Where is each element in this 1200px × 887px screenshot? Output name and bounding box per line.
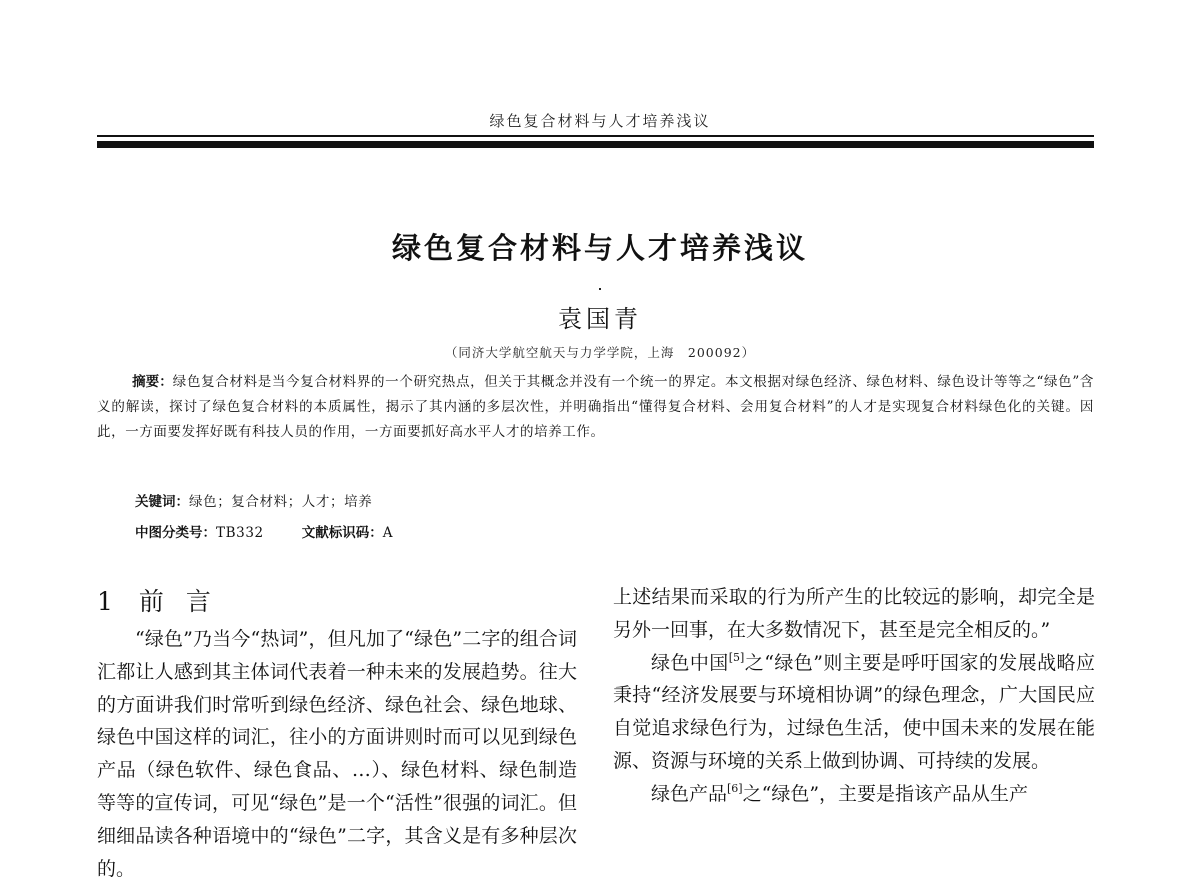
abstract (97, 370, 1094, 445)
right-paragraph-3 (613, 778, 1095, 811)
citation-ref-5: [5] (728, 650, 745, 664)
section-heading (97, 582, 233, 618)
header-rule-thin (97, 135, 1094, 137)
document-code-label: 文献标识码： (301, 525, 383, 541)
green-china-term: 绿色中国 (651, 651, 729, 674)
right-paragraph-2-text: 之“绿色”则主要是呼吁国家的发展战略应秉持“经济发展要与环境相协调”的绿色理念，广大国民应自觉追求绿色行为，过绿色生活，使中国未来的发展在能源、资源与环境的关系上做到协调、可持续的发展。 (613, 651, 1095, 772)
citation-ref-6: [6] (727, 781, 743, 795)
green-product-term: 绿色产品 (651, 782, 728, 805)
paper-title: 绿色复合材料与人才培养浅议 (391, 231, 808, 265)
header-rule-thick (97, 141, 1094, 148)
author-affiliation: （同济大学航空航天与力学学院，上海 200092） (444, 345, 756, 360)
classification-line (135, 521, 393, 541)
keywords-label: 关键词： (135, 494, 189, 510)
keywords-text: 绿色；复合材料；人才；培养 (189, 494, 373, 510)
keywords-line (135, 490, 372, 510)
right-paragraph-2 (613, 647, 1095, 778)
section-title: 前言 (138, 587, 233, 616)
right-paragraph-3-text: 之“绿色”，主要是指该产品从生产 (742, 782, 1029, 805)
right-column (613, 581, 1095, 811)
classification-value: TB332 (216, 525, 264, 541)
intro-paragraph: “绿色”乃当今“热词”，但凡加了“绿色”二字的组合词汇都让人感到其主体词代表着一种未来的发展趋势。往大的方面讲我们时常听到绿色经济、绿色社会、绿色地球、绿色中国这样的词汇，往小的方面讲则时而可以见到绿色产品（绿色软件、绿色食品、…）、绿色材料、绿色制造等等的宣传词，可见“绿色”是一个“活性”很强的词汇。但细细品读各种语境中的“绿色”二字，其含义是有多种层次的。 (97, 628, 577, 880)
document-code-value: A (382, 525, 394, 541)
right-paragraph-1: 上述结果而采取的行为所产生的比较远的影响，却完全是另外一回事，在大多数情况下，甚至是完全相反的。” (613, 586, 1095, 641)
running-head: 绿色复合材料与人才培养浅议 (489, 112, 711, 130)
decorative-dot (599, 288, 601, 290)
abstract-text: 绿色复合材料是当今复合材料界的一个研究热点，但关于其概念并没有一个统一的界定。本文根据对绿色经济、绿色材料、绿色设计等等之“绿色”含义的解读，探讨了绿色复合材料的本质属性，揭示了其内涵的多层次性，并明确指出“懂得复合材料、会用复合材料”的人才是实现复合材料绿色化的关键。因此，一方面要发挥好既有科技人员的作用，一方面要抓好高水平人才的培养工作。 (97, 374, 1095, 440)
abstract-label: 摘要： (132, 374, 173, 390)
classification-label: 中图分类号： (135, 525, 216, 541)
left-column (97, 623, 577, 885)
author-name: 袁国青 (558, 305, 642, 333)
section-number: 1 (97, 587, 113, 616)
